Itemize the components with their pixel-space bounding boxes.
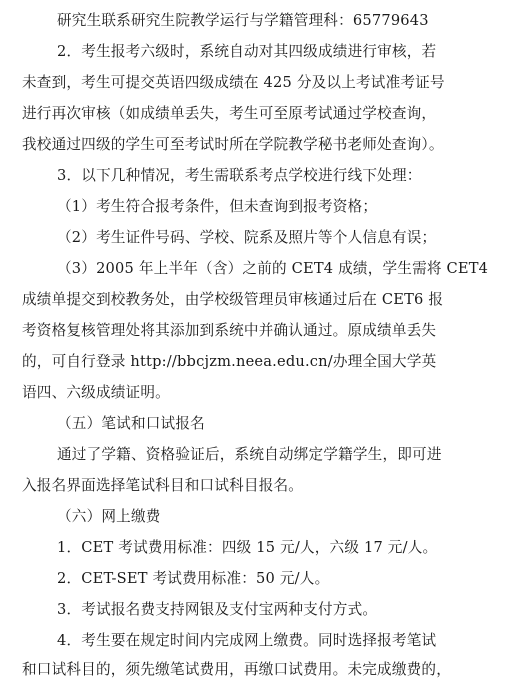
text-line: 未查到，考生可提交英语四级成绩在 425 分及以上考试准考证号 [22,74,445,91]
text-line: 1．CET 考试费用标准：四级 15 元/人，六级 17 元/人。 [57,539,438,556]
text-line: 语四、六级成绩证明。 [22,384,170,401]
text-line: （3）2005 年上半年（含）之前的 CET4 成绩，学生需将 CET4 [57,260,489,277]
text-line: 研究生联系研究生院教学运行与学籍管理科：65779643 [57,12,429,29]
text-line: 考资格复核管理处将其添加到系统中并确认通过。原成绩单丢失 [22,322,437,339]
section-heading: （五）笔试和口试报名 [57,415,205,432]
text-line: 2．考生报考六级时，系统自动对其四级成绩进行审核，若 [57,43,437,60]
text-line: 我校通过四级的学生可至考试时所在学院教学秘书老师处查询）。 [22,136,444,153]
text-line: 2．CET-SET 考试费用标准：50 元/人。 [57,570,330,587]
text-line: （1）考生符合报考条件，但未查询到报考资格； [57,198,378,215]
text-line: 4．考生要在规定时间内完成网上缴费。同时选择报考笔试 [57,632,437,649]
text-line: （2）考生证件号码、学校、院系及照片等个人信息有误； [57,229,437,246]
text-line: 的，可自行登录 http://bbcjzm.neea.edu.cn/办理全国大学英 [22,353,437,370]
text-line: 和口试科目的，须先缴笔试费用，再缴口试费用。未完成缴费的， [22,661,452,678]
text-line: 3．考试报名费支持网银及支付宝两种支付方式。 [57,601,378,618]
text-line: 入报名界面选择笔试科目和口试科目报名。 [22,477,304,494]
text-line: 成绩单提交到校教务处，由学校级管理员审核通过后在 CET6 报 [22,291,444,308]
text-line: 3．以下几种情况，考生需联系考点学校进行线下处理： [57,167,422,184]
text-line: 进行再次审核（如成绩单丢失，考生可至原考试通过学校查询， [22,105,437,122]
text-line: 通过了学籍、资格验证后，系统自动绑定学籍学生，即可进 [57,446,442,463]
section-heading: （六）网上缴费 [57,508,161,525]
